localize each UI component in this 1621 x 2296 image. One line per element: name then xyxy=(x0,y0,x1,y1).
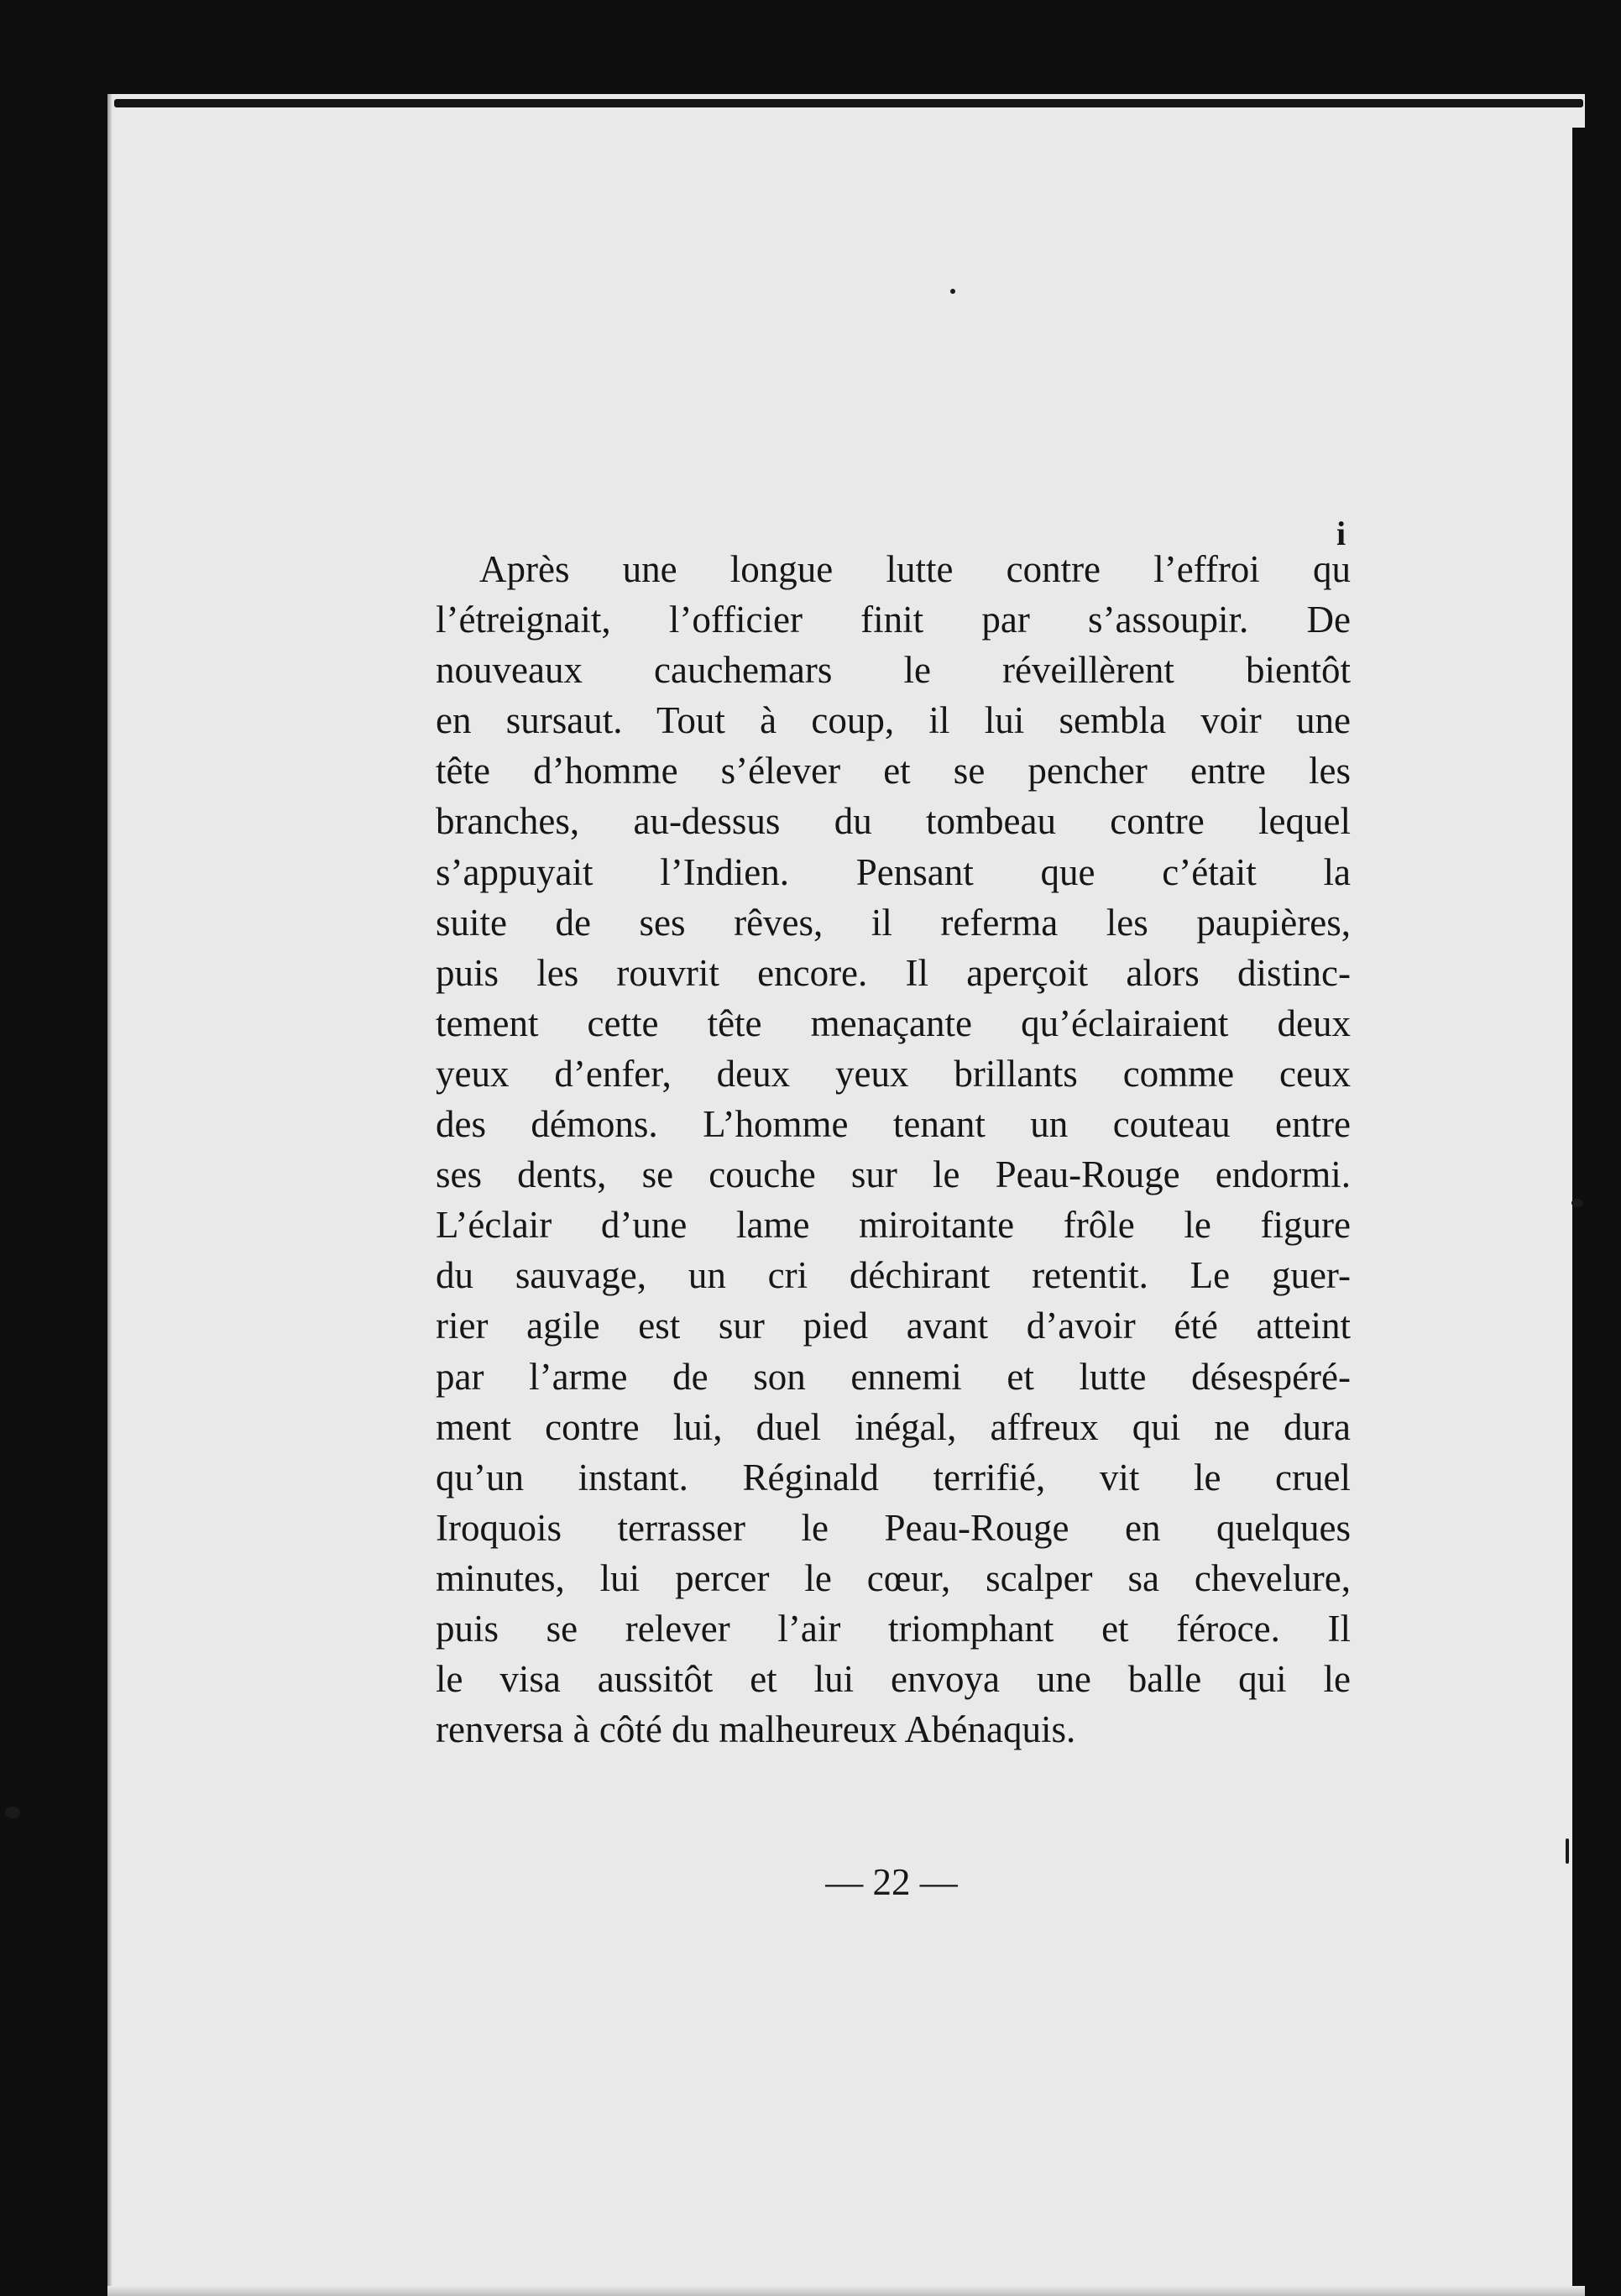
text-line: branches, au-dessus du tombeau contre lequel xyxy=(436,800,1351,843)
text-line: rier agile est sur pied avant d’avoir été atteint xyxy=(436,1305,1351,1347)
text-line: L’éclair d’une lame miroitante frôle le figure xyxy=(436,1204,1351,1247)
text-line: puis les rouvrit encore. Il aperçoit alors distinc- xyxy=(436,951,1351,994)
text-line: Iroquois terrasser le Peau-Rouge en quelques xyxy=(436,1506,1351,1549)
right-binding-edge xyxy=(1572,128,1585,2296)
text-line: minutes, lui percer le cœur, scalper sa chevelure, xyxy=(436,1556,1351,1599)
text-line: qu’un instant. Réginald terrifié, vit le cruel xyxy=(436,1456,1351,1498)
scan-speck xyxy=(5,1807,20,1818)
text-line: suite de ses rêves, il referma les paupières, xyxy=(436,901,1351,944)
body-paragraph xyxy=(436,544,1351,1755)
text-line: Après une longue lutte contre l’effroi qu xyxy=(479,548,1351,590)
text-line: par l’arme de son ennemi et lutte désespéré- xyxy=(436,1355,1351,1398)
scan-speck xyxy=(1566,1838,1569,1864)
text-line: yeux d’enfer, deux yeux brillants comme ceux xyxy=(436,1052,1351,1095)
page-number: — 22 — xyxy=(825,1861,958,1903)
text-line: renversa à côté du malheureux Abénaquis. xyxy=(436,1708,1076,1751)
text-line: puis se relever l’air triomphant et féroce. Il xyxy=(436,1607,1351,1650)
text-line: le visa aussitôt et lui envoya une balle qui le xyxy=(436,1658,1351,1701)
page-bottom-edge xyxy=(107,2286,1585,2296)
displaced-letter: i xyxy=(1336,515,1346,552)
text-line: du sauvage, un cri déchirant retentit. Le guer- xyxy=(436,1254,1351,1297)
scan-speck xyxy=(1571,1199,1583,1207)
text-line: tête d’homme s’élever et se pencher entre les xyxy=(436,750,1351,792)
text-line: en sursaut. Tout à coup, il lui sembla voir une xyxy=(436,699,1351,742)
text-line: ses dents, se couche sur le Peau-Rouge endormi. xyxy=(436,1153,1351,1196)
text-line: l’étreignait, l’officier finit par s’assoupir. De xyxy=(436,599,1351,641)
text-line: des démons. L’homme tenant un couteau entre xyxy=(436,1103,1351,1146)
text-line: ment contre lui, duel inégal, affreux qui ne dura xyxy=(436,1405,1351,1448)
text-line: tement cette tête menaçante qu’éclairaient deux xyxy=(436,1002,1351,1044)
scan-speck xyxy=(950,289,955,294)
text-line: s’appuyait l’Indien. Pensant que c’était la xyxy=(436,850,1351,893)
text-line: nouveaux cauchemars le réveillèrent bientôt xyxy=(436,649,1351,692)
page-left-edge xyxy=(107,94,112,2296)
top-border-rule xyxy=(114,99,1583,107)
